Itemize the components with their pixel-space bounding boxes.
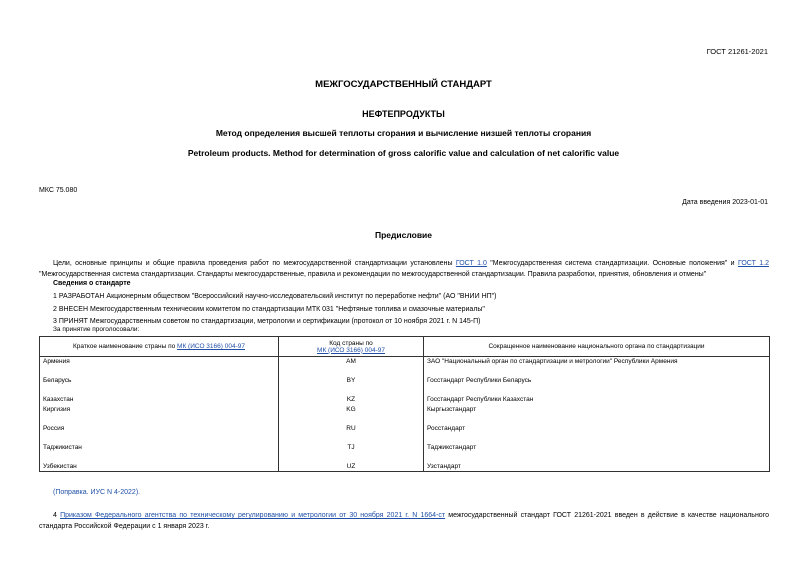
product-heading: НЕФТЕПРОДУКТЫ xyxy=(362,109,445,119)
amendment-note[interactable]: (Поправка. ИУС N 4-2022). xyxy=(53,489,141,496)
standards-body-cell xyxy=(424,367,770,377)
effective-date: Дата введения 2023-01-01 xyxy=(682,199,768,206)
mk-iso-3166-link[interactable]: МК (ИСО 3166) 004-97 xyxy=(177,343,245,350)
standards-body-cell: Росстандарт xyxy=(424,424,770,434)
code-cell: TJ xyxy=(279,443,424,453)
intro-text-3: "Межгосударственная система стандартизации. Стандарты межгосударственные, правила и рекомендации по межгосударственной стандартизации. Правила разработки, принятия, обновления и отмены" xyxy=(39,271,707,278)
code-cell: UZ xyxy=(279,462,424,472)
country-cell: Казахстан xyxy=(40,395,279,405)
title-russian: Метод определения высшей теплоты сгорания и вычисление низшей теплоты сгорания xyxy=(215,128,592,138)
table-row xyxy=(40,395,770,405)
country-cell: Армения xyxy=(40,357,279,367)
code-cell xyxy=(279,386,424,396)
standards-body-cell: ЗАО "Национальный орган по стандартизации и метрологии" Республики Армения xyxy=(424,357,770,367)
mks-code: МКС 75.080 xyxy=(39,187,78,194)
country-cell xyxy=(40,452,279,462)
code-cell xyxy=(279,367,424,377)
item-2-introduced: 2 ВНЕСЕН Межгосударственным техническим комитетом по стандартизации МТК 031 "Нефтяные топлива и смазочные материалы" xyxy=(53,306,485,313)
country-cell xyxy=(40,414,279,424)
standards-body-cell xyxy=(424,433,770,443)
preface-intro xyxy=(39,258,769,280)
standard-info-heading: Сведения о стандарте xyxy=(53,280,131,287)
code-cell: KG xyxy=(279,405,424,415)
column-header-code xyxy=(279,337,424,357)
voting-countries-table xyxy=(39,336,770,472)
intro-text-1: Цели, основные принципы и общие правила проведения работ по межгосударственной стандартизации установлены xyxy=(53,260,456,267)
item-1-developed: 1 РАЗРАБОТАН Акционерным обществом "Всероссийский научно-исследовательский институт по переработке нефти" (АО "ВНИИ НП") xyxy=(53,293,497,300)
table-row xyxy=(40,405,770,415)
column-header-body: Сокращенное наименование национального органа по стандартизации xyxy=(424,337,770,357)
country-cell: Россия xyxy=(40,424,279,434)
code-cell xyxy=(279,433,424,443)
order-link[interactable]: Приказом Федерального агентства по техническому регулированию и метрологии от 30 ноября 2021 г. N 1664-ст xyxy=(60,512,446,519)
mk-iso-3166-code-link[interactable]: МК (ИСО 3166) 004-97 xyxy=(317,346,385,354)
code-header-text: Код страны по xyxy=(329,339,373,347)
table-row xyxy=(40,424,770,434)
table-row xyxy=(40,462,770,472)
code-cell xyxy=(279,452,424,462)
standard-type-heading: МЕЖГОСУДАРСТВЕННЫЙ СТАНДАРТ xyxy=(315,79,492,90)
table-row xyxy=(40,386,770,396)
standards-body-cell xyxy=(424,414,770,424)
item-3-adopted: 3 ПРИНЯТ Межгосударственным советом по стандартизации, метрологии и сертификации (протокол от 10 ноября 2021 г. N 145-П) xyxy=(53,318,481,325)
standards-body-cell: Узстандарт xyxy=(424,462,770,472)
voted-label: За принятие проголосовали: xyxy=(53,326,140,333)
country-cell xyxy=(40,386,279,396)
standards-body-cell: Таджикстандарт xyxy=(424,443,770,453)
code-cell: KZ xyxy=(279,395,424,405)
standards-body-cell xyxy=(424,452,770,462)
table-row xyxy=(40,452,770,462)
country-cell xyxy=(40,433,279,443)
country-cell: Таджикистан xyxy=(40,443,279,453)
standards-body-cell xyxy=(424,386,770,396)
country-cell: Беларусь xyxy=(40,376,279,386)
code-cell: BY xyxy=(279,376,424,386)
country-cell: Киргизия xyxy=(40,405,279,415)
country-cell xyxy=(40,367,279,377)
table-row xyxy=(40,357,770,367)
preface-heading: Предисловие xyxy=(374,230,433,240)
standards-body-cell: Кыргызстандарт xyxy=(424,405,770,415)
title-english: Petroleum products. Method for determination of gross calorific value and calculation of net calorific value xyxy=(187,148,620,158)
gost-1-0-link[interactable]: ГОСТ 1.0 xyxy=(455,260,487,267)
standards-body-cell: Госстандарт Республики Беларусь xyxy=(424,376,770,386)
item-4-prefix: 4 xyxy=(53,512,61,519)
table-row xyxy=(40,443,770,453)
gost-1-2-link[interactable]: ГОСТ 1.2 xyxy=(737,260,769,267)
document-number: ГОСТ 21261-2021 xyxy=(706,47,768,56)
country-cell: Узбекистан xyxy=(40,462,279,472)
country-header-text: Краткое наименование страны по xyxy=(73,343,178,350)
column-header-country xyxy=(40,337,279,357)
item-4-order xyxy=(39,510,769,532)
table-row xyxy=(40,367,770,377)
item-4-text: межгосударственный стандарт ГОСТ 21261-2021 введен в действие в качестве национального стандарта Российской Федерации с 1 января 2023 г. xyxy=(39,512,769,530)
code-cell xyxy=(279,414,424,424)
table-row xyxy=(40,376,770,386)
table-row xyxy=(40,433,770,443)
code-cell: RU xyxy=(279,424,424,434)
standards-body-cell: Госстандарт Республики Казахстан xyxy=(424,395,770,405)
table-row xyxy=(40,414,770,424)
intro-text-2: "Межгосударственная система стандартизации. Основные положения" и xyxy=(486,260,738,267)
code-cell: AM xyxy=(279,357,424,367)
